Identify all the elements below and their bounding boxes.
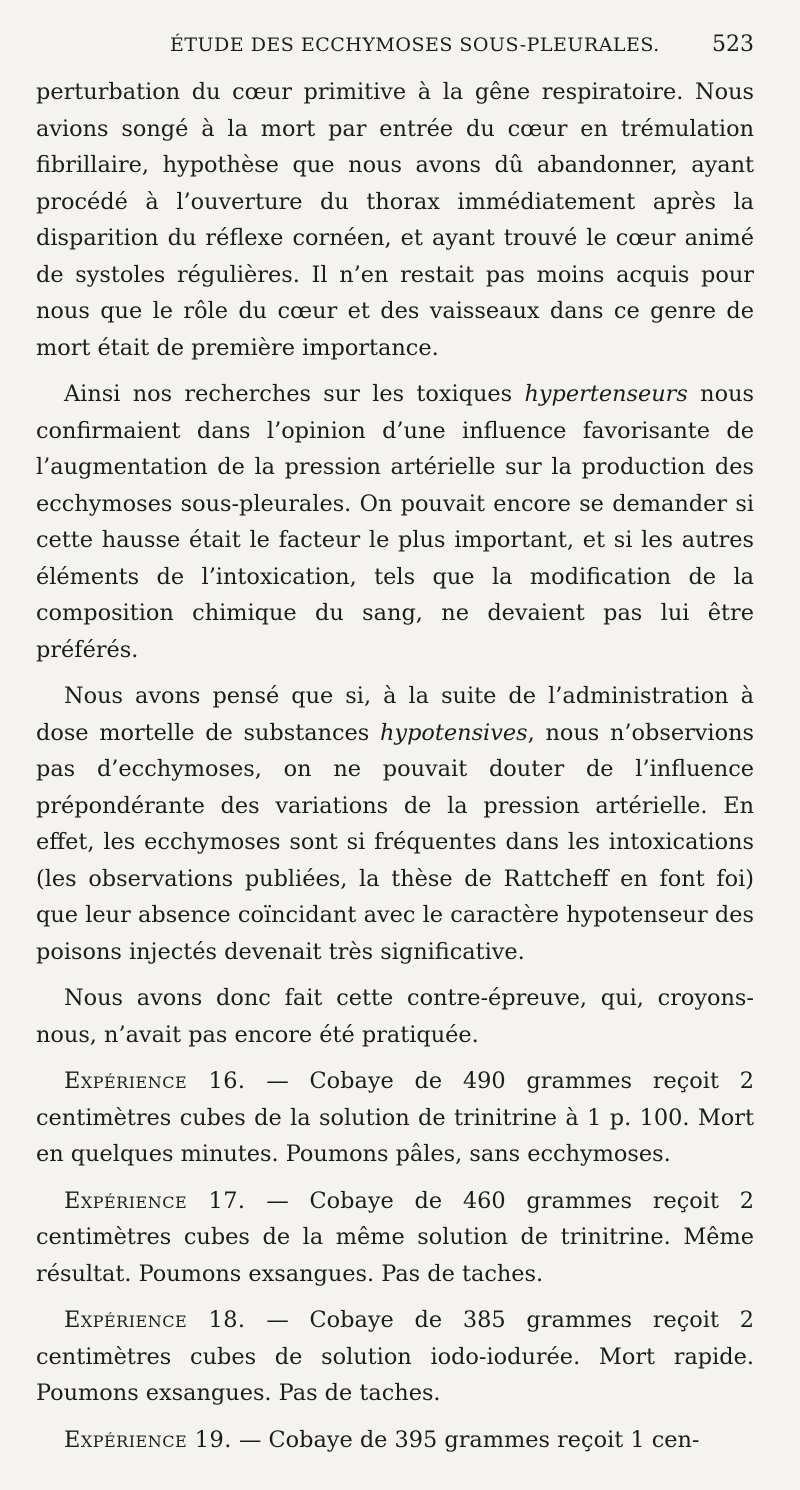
page-header [36, 0, 754, 70]
experiment-text: — Cobaye de 460 grammes reçoit 2 centimètres cubes de la même solution de trinitrine. Même résultat. Poumons exsangues. Pas de taches. [36, 1187, 754, 1287]
experiment-19 [36, 1422, 754, 1459]
experiment-text: — Cobaye de 490 grammes reçoit 2 centimètres cubes de la solution de trinitrine à 1 p. 100. Mort en quelques minutes. Poumons pâles, sans ecchymoses. [36, 1068, 754, 1167]
paragraph-text: nous confirmaient dans l’opinion d’une influence favorisante de l’augmentation de la pression artérielle sur la production des ecchymoses sous-pleurales. On pouvait encore se demander si cette hausse était le facteur le plus important, et si les autres éléments de l’intoxication, tels que la modification de la composition chimique du sang, ne devaient pas lui être préférés. [36, 381, 754, 663]
emphasis-hypotensives: hypotensives [380, 719, 528, 746]
page-number: 523 [712, 32, 754, 57]
paragraph-continuation: perturbation du cœur primitive à la gêne respiratoire. Nous avions songé à la mort par entrée du cœur en trémulation fibrillaire, hypothèse que nous avons dû abandonner, ayant procédé à l’ouverture du thorax immédiatement après la disparition du réflexe cornéen, et ayant trouvé le cœur animé de systoles régulières. Il n’en restait pas moins acquis pour nous que le rôle du cœur et des vaisseaux dans ce genre de mort était de première importance. [36, 79, 754, 361]
text-body [36, 74, 754, 1458]
paragraph-hypertensive [36, 376, 754, 668]
experiment-label: Expérience 18. [64, 1307, 246, 1333]
experiment-18 [36, 1302, 754, 1412]
paragraph-text: , nous n’observions pas d’ecchymoses, on ne pouvait douter de l’influence prépondérante des variations de la pression artérielle. En effet, les ecchymoses sont si fréquentes dans les intoxications (les observations publiées, la thèse de Rattcheff en font foi) que leur absence coïncidant avec le caractère hypotenseur des poisons injectés devenait très significative. [36, 719, 754, 965]
emphasis-hypertenseurs: hypertenseurs [524, 381, 688, 407]
paragraph-text: Nous avons pensé que si, à la suite de l’administration à dose mortelle de substances [36, 683, 754, 746]
experiment-text: — Cobaye de 395 grammes reçoit 1 cen- [231, 1426, 700, 1453]
experiment-label: Expérience 19. [64, 1426, 232, 1453]
experiment-label: Expérience 16. [64, 1068, 246, 1094]
running-title: ÉTUDE DES ECCHYMOSES SOUS-PLEURALES. [170, 34, 660, 56]
experiment-text: — Cobaye de 385 grammes reçoit 2 centimètres cubes de solution iodo-iodurée. Mort rapide. Poumons exsangues. Pas de taches. [36, 1307, 754, 1406]
experiment-label: Expérience 17. [64, 1187, 246, 1214]
paragraph-text: Ainsi nos recherches sur les toxiques [64, 381, 525, 407]
experiment-17 [36, 1183, 754, 1293]
paragraph-counter-test: Nous avons donc fait cette contre-épreuve, qui, croyons-nous, n’avait pas encore été pratiquée. [36, 985, 754, 1048]
paragraph-hypotensive [36, 678, 754, 970]
experiment-16 [36, 1063, 754, 1173]
